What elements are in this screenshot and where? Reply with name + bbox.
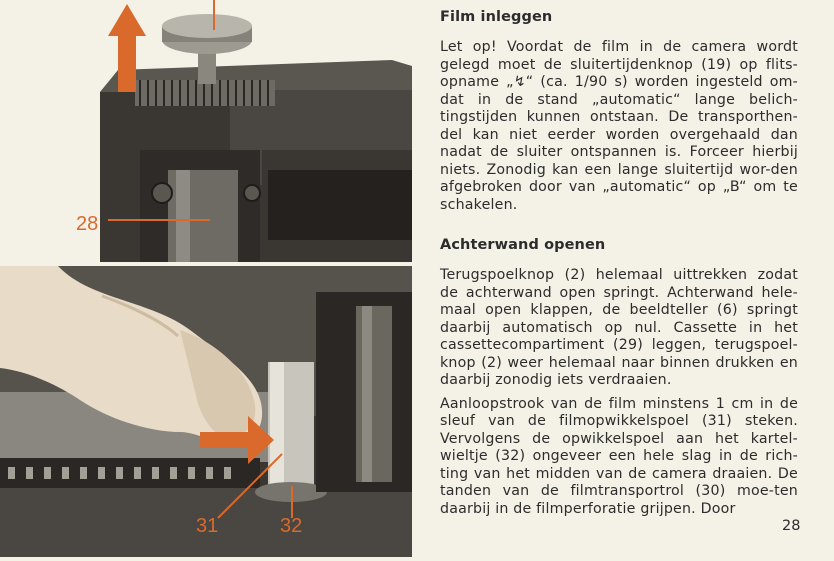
- callout-31: 31: [196, 515, 219, 537]
- heading-film-inleggen: Film inleggen: [440, 9, 553, 25]
- callout-28: 28: [76, 213, 99, 235]
- text-column: [440, 8, 798, 518]
- camera-photos: [0, 0, 412, 557]
- photo-column: [0, 0, 412, 557]
- page-number: 28: [782, 518, 801, 534]
- paragraph-aanloopstrook: Aanloopstrook van de film minstens 1 cm in de sleuf van de filmopwikkelspoel (31) steken. Vervolgens de opwikkelspoel aan het kartel-wieltje (32) ongeveer een hele slag in de rich-ting van het midden van de camera draaien. De tanden van de filmtransportrol (30) moe-ten daarbij in de filmperforatie grijpen. Door: [440, 395, 798, 517]
- heading-achterwand-openen: Achterwand openen: [440, 237, 606, 253]
- photo-top: [0, 0, 412, 262]
- photo-bottom: [0, 266, 412, 557]
- callout-32: 32: [280, 515, 303, 537]
- paragraph-film-inleggen: Let op! Voordat de film in de camera wordt gelegd moet de sluitertijdenknop (19) op flits-opname „↯“ (ca. 1/90 s) worden ingesteld om-dat in de stand „automatic“ lange belich-tingstijden kunnen ontstaan. De transporthen-del kan niet eerder worden overgehaald dan nadat de sluiter ontspannen is. Forceer hierbij niets. Zonodig kan een lange sluitertijd wor-den afgebroken door van „automatic“ op „B“ om te schakelen.: [440, 39, 798, 213]
- paragraph-achterwand-openen: Terugspoelknop (2) helemaal uittrekken zodat de achterwand open springt. Achterwand hele-maal open klappen, de beeldteller (6) springt daarbij automatisch op nul. Cassette in het cassettecompartiment (29) leggen, terugspoel-knop (2) weer helemaal naar binnen drukken en daarbij zonodig iets verdraaien.: [440, 267, 798, 388]
